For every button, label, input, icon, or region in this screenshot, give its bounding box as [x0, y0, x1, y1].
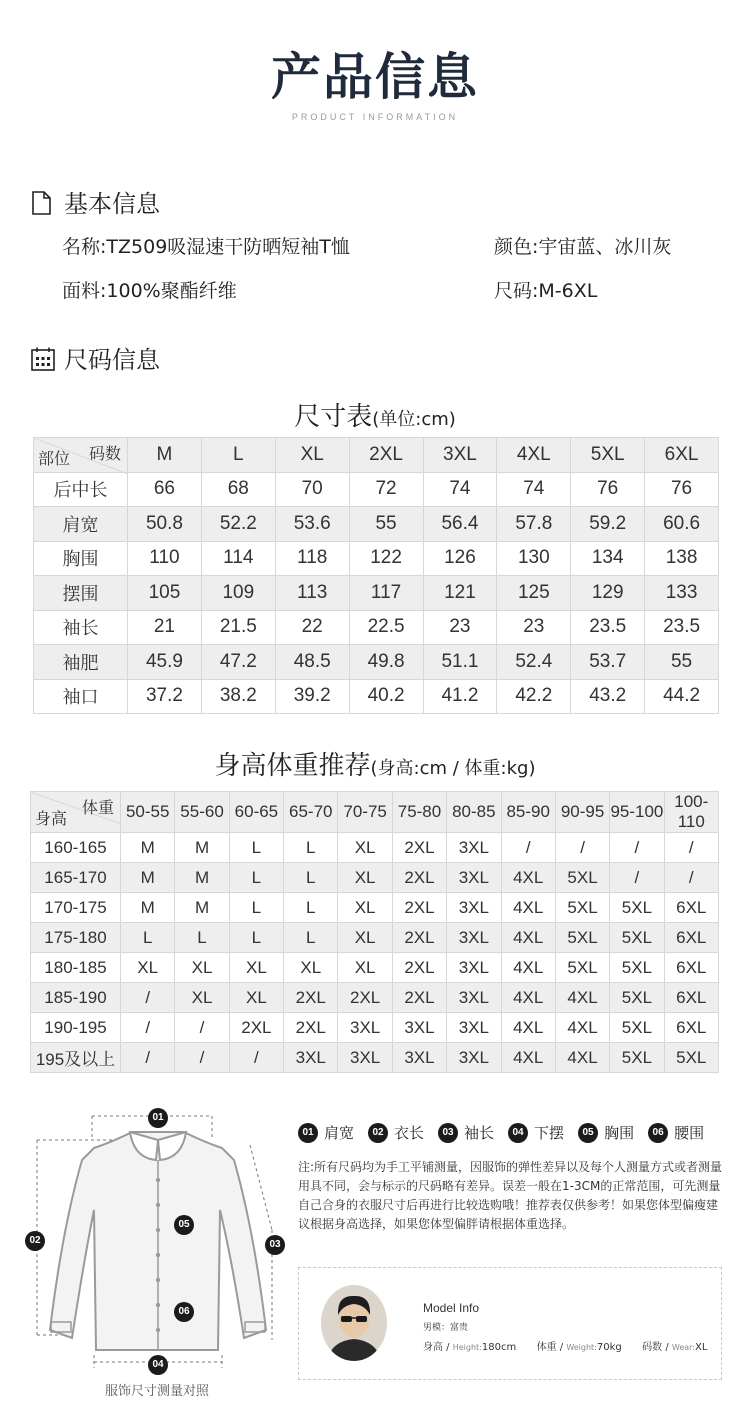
- column-header: 85-90: [501, 792, 555, 833]
- model-avatar: [321, 1285, 387, 1361]
- table-cell: 133: [645, 576, 719, 611]
- legend-badge-05: 05: [578, 1123, 598, 1143]
- model-weight-en: Weight:: [566, 1343, 597, 1352]
- table-cell: 6XL: [664, 923, 718, 953]
- table-cell: 5XL: [610, 923, 664, 953]
- column-header: 55-60: [175, 792, 229, 833]
- legend-badge-06: 06: [648, 1123, 668, 1143]
- table-cell: 45.9: [128, 645, 202, 680]
- basic-info-heading: [30, 184, 160, 219]
- table-cell: M: [121, 863, 175, 893]
- table-cell: XL: [121, 953, 175, 983]
- table-cell: 37.2: [128, 679, 202, 714]
- table-row: [31, 833, 719, 863]
- product-size-range: 尺码:M-6XL: [494, 280, 598, 302]
- table-cell: 39.2: [275, 679, 349, 714]
- row-label: 185-190: [31, 983, 121, 1013]
- table-row: [31, 1013, 719, 1043]
- table-row: [31, 893, 719, 923]
- table-cell: 57.8: [497, 507, 571, 542]
- table-cell: 2XL: [392, 893, 446, 923]
- legend-label: 肩宽: [324, 1124, 355, 1142]
- model-height-value: 180cm: [481, 1342, 517, 1353]
- model-wear-label: 码数 /: [642, 1342, 672, 1353]
- column-header: L: [201, 438, 275, 473]
- table-cell: 6XL: [664, 953, 718, 983]
- table-row: [34, 541, 719, 576]
- model-height-label: 身高 /: [423, 1342, 453, 1353]
- table-cell: 70: [275, 472, 349, 507]
- table-cell: /: [610, 833, 664, 863]
- diagram-caption: 服饰尺寸测量对照: [104, 1384, 209, 1399]
- table-cell: XL: [338, 833, 392, 863]
- table-cell: /: [121, 983, 175, 1013]
- table-cell: 5XL: [610, 1013, 664, 1043]
- table-cell: 4XL: [555, 1013, 609, 1043]
- table-cell: L: [229, 833, 283, 863]
- size-info-title: 尺码信息: [64, 346, 160, 374]
- table-cell: /: [664, 833, 718, 863]
- table-cell: /: [121, 1043, 175, 1073]
- size-table: [33, 437, 719, 714]
- table-cell: L: [284, 863, 338, 893]
- table-cell: XL: [338, 863, 392, 893]
- table-corner-cell: [34, 438, 128, 473]
- row-label: 180-185: [31, 953, 121, 983]
- rec-table-heading: 身高体重推荐: [214, 751, 371, 781]
- column-header: 3XL: [423, 438, 497, 473]
- table-cell: 3XL: [447, 1013, 501, 1043]
- model-wear-value: XL: [694, 1342, 708, 1353]
- table-cell: 6XL: [664, 893, 718, 923]
- table-cell: 5XL: [555, 893, 609, 923]
- table-cell: /: [610, 863, 664, 893]
- table-cell: /: [121, 1013, 175, 1043]
- table-cell: 3XL: [284, 1043, 338, 1073]
- model-stats: [423, 1338, 707, 1353]
- basic-info-title: 基本信息: [64, 190, 160, 218]
- size-table-unit: (单位:cm): [372, 409, 456, 430]
- page-header: [0, 48, 750, 122]
- table-cell: 43.2: [571, 679, 645, 714]
- table-cell: 4XL: [501, 1013, 555, 1043]
- table-cell: M: [121, 893, 175, 923]
- table-cell: 4XL: [501, 923, 555, 953]
- table-cell: 2XL: [284, 1013, 338, 1043]
- row-label: 190-195: [31, 1013, 121, 1043]
- table-cell: 121: [423, 576, 497, 611]
- table-cell: 3XL: [392, 1043, 446, 1073]
- table-cell: 118: [275, 541, 349, 576]
- table-cell: 3XL: [447, 983, 501, 1013]
- row-label: 160-165: [31, 833, 121, 863]
- table-cell: 6XL: [664, 983, 718, 1013]
- table-cell: 3XL: [447, 863, 501, 893]
- table-cell: 4XL: [501, 1043, 555, 1073]
- table-cell: 76: [645, 472, 719, 507]
- table-cell: L: [284, 923, 338, 953]
- legend-badge-01: 01: [298, 1123, 318, 1143]
- table-cell: 53.7: [571, 645, 645, 680]
- table-cell: 4XL: [501, 983, 555, 1013]
- table-cell: 55: [349, 507, 423, 542]
- table-row: [31, 953, 719, 983]
- column-header: 75-80: [392, 792, 446, 833]
- corner-top-label: 体重: [81, 800, 114, 817]
- table-cell: 23: [423, 610, 497, 645]
- table-cell: 55: [645, 645, 719, 680]
- table-cell: 110: [128, 541, 202, 576]
- table-cell: 49.8: [349, 645, 423, 680]
- measurement-note: 注:所有尺码均为手工平铺测量，因服饰的弹性差异以及每个人测量方式或者测量用具不同，会与标示的尺码略有差异。误差一般在1-3CM的正常范围，可先测量自己合身的衣服尺寸后再进行比较选购哦！推荐表仅供参考！如果您体型偏瘦建议根据身高选择，如果您体型偏胖请根据体重选择。: [298, 1160, 723, 1231]
- product-color: 颜色:宇宙蓝、冰川灰: [494, 236, 672, 258]
- table-cell: M: [175, 893, 229, 923]
- table-cell: XL: [175, 953, 229, 983]
- table-cell: 59.2: [571, 507, 645, 542]
- row-label: 195及以上: [31, 1043, 121, 1073]
- table-cell: 53.6: [275, 507, 349, 542]
- table-cell: 47.2: [201, 645, 275, 680]
- table-header-row: [31, 792, 719, 833]
- row-label: 袖长: [34, 610, 128, 645]
- marker-03: 03: [265, 1232, 285, 1255]
- calendar-icon: [30, 346, 54, 370]
- table-cell: L: [175, 923, 229, 953]
- table-cell: 4XL: [555, 1043, 609, 1073]
- legend-label: 下摆: [534, 1124, 565, 1142]
- table-cell: 21: [128, 610, 202, 645]
- marker-05: 05: [174, 1212, 194, 1235]
- table-cell: 41.2: [423, 679, 497, 714]
- model-weight-label: 体重 /: [536, 1342, 567, 1353]
- row-label: 袖肥: [34, 645, 128, 680]
- table-cell: L: [284, 833, 338, 863]
- table-cell: 40.2: [349, 679, 423, 714]
- table-cell: XL: [338, 893, 392, 923]
- model-weight-value: 70kg: [596, 1342, 622, 1353]
- table-cell: 42.2: [497, 679, 571, 714]
- table-cell: M: [175, 833, 229, 863]
- model-name: 男模：富贵: [423, 1323, 469, 1333]
- column-header: 2XL: [349, 438, 423, 473]
- table-cell: 129: [571, 576, 645, 611]
- table-cell: 5XL: [555, 863, 609, 893]
- table-cell: 4XL: [501, 893, 555, 923]
- legend-badge-03: 03: [438, 1123, 458, 1143]
- column-header: 90-95: [555, 792, 609, 833]
- table-cell: 4XL: [501, 953, 555, 983]
- legend-label: 衣长: [394, 1124, 425, 1142]
- table-cell: 2XL: [392, 953, 446, 983]
- table-cell: 66: [128, 472, 202, 507]
- legend-label: 腰围: [674, 1124, 705, 1142]
- product-fabric: 面料:100%聚酯纤维: [62, 280, 237, 302]
- model-info-title: Model Info: [423, 1301, 480, 1315]
- table-cell: 5XL: [610, 893, 664, 923]
- table-cell: 52.4: [497, 645, 571, 680]
- table-cell: 126: [423, 541, 497, 576]
- table-cell: 2XL: [392, 923, 446, 953]
- table-cell: 38.2: [201, 679, 275, 714]
- table-cell: 22.5: [349, 610, 423, 645]
- table-cell: 23.5: [645, 610, 719, 645]
- table-cell: 51.1: [423, 645, 497, 680]
- table-cell: 125: [497, 576, 571, 611]
- table-row: [31, 923, 719, 953]
- recommendation-table: [30, 791, 719, 1073]
- table-cell: 74: [497, 472, 571, 507]
- marker-06: 06: [174, 1299, 194, 1322]
- table-cell: 113: [275, 576, 349, 611]
- legend-label: 胸围: [604, 1124, 635, 1142]
- legend-label: 袖长: [464, 1124, 495, 1142]
- table-row: [34, 645, 719, 680]
- rec-table-title: [0, 745, 750, 782]
- model-info-card: [298, 1267, 722, 1380]
- row-label: 肩宽: [34, 507, 128, 542]
- table-cell: 3XL: [447, 953, 501, 983]
- row-label: 后中长: [34, 472, 128, 507]
- table-cell: 68: [201, 472, 275, 507]
- table-cell: /: [501, 833, 555, 863]
- table-row: [31, 863, 719, 893]
- page-title: 产品信息: [271, 48, 479, 106]
- column-header: 70-75: [338, 792, 392, 833]
- table-cell: L: [284, 893, 338, 923]
- table-row: [34, 472, 719, 507]
- table-row: [31, 983, 719, 1013]
- row-label: 袖口: [34, 679, 128, 714]
- table-cell: 74: [423, 472, 497, 507]
- table-cell: 2XL: [229, 1013, 283, 1043]
- table-cell: 3XL: [392, 1013, 446, 1043]
- marker-01: 01: [148, 1105, 168, 1128]
- table-cell: 5XL: [555, 923, 609, 953]
- column-header: 60-65: [229, 792, 283, 833]
- shirt-diagram: [22, 1100, 292, 1375]
- table-cell: 117: [349, 576, 423, 611]
- measurement-legend: [298, 1122, 712, 1143]
- table-header-row: [34, 438, 719, 473]
- table-cell: L: [229, 893, 283, 923]
- legend-badge-04: 04: [508, 1123, 528, 1143]
- table-cell: 3XL: [338, 1043, 392, 1073]
- column-header: 80-85: [447, 792, 501, 833]
- document-icon: [30, 190, 54, 214]
- row-label: 175-180: [31, 923, 121, 953]
- table-cell: /: [175, 1043, 229, 1073]
- model-wear-en: Wear:: [671, 1343, 695, 1352]
- table-cell: 3XL: [447, 1043, 501, 1073]
- table-cell: 3XL: [447, 923, 501, 953]
- table-row: [31, 1043, 719, 1073]
- table-cell: 50.8: [128, 507, 202, 542]
- column-header: 65-70: [284, 792, 338, 833]
- table-cell: 6XL: [664, 1013, 718, 1043]
- table-cell: 130: [497, 541, 571, 576]
- table-cell: XL: [338, 953, 392, 983]
- table-cell: 21.5: [201, 610, 275, 645]
- size-table-heading: 尺寸表: [294, 402, 373, 432]
- rec-table-unit: (身高:cm / 体重:kg): [370, 758, 536, 779]
- table-cell: 105: [128, 576, 202, 611]
- corner-bottom-label: 部位: [38, 450, 71, 468]
- table-cell: /: [555, 833, 609, 863]
- table-cell: XL: [284, 953, 338, 983]
- table-cell: 138: [645, 541, 719, 576]
- column-header: 4XL: [497, 438, 571, 473]
- table-row: [34, 679, 719, 714]
- table-cell: 114: [201, 541, 275, 576]
- table-cell: 4XL: [555, 983, 609, 1013]
- size-table-title: [0, 396, 750, 433]
- table-cell: 5XL: [610, 983, 664, 1013]
- table-cell: 48.5: [275, 645, 349, 680]
- row-label: 胸围: [34, 541, 128, 576]
- table-cell: 5XL: [555, 953, 609, 983]
- table-cell: L: [121, 923, 175, 953]
- marker-04: 04: [148, 1352, 168, 1375]
- table-cell: 109: [201, 576, 275, 611]
- table-cell: XL: [229, 953, 283, 983]
- table-row: [34, 610, 719, 645]
- table-cell: 4XL: [501, 863, 555, 893]
- table-row: [34, 576, 719, 611]
- table-cell: /: [229, 1043, 283, 1073]
- table-cell: 5XL: [664, 1043, 718, 1073]
- corner-top-label: 码数: [88, 446, 121, 463]
- column-header: XL: [275, 438, 349, 473]
- table-cell: L: [229, 923, 283, 953]
- table-cell: L: [229, 863, 283, 893]
- table-cell: 2XL: [392, 833, 446, 863]
- column-header: 5XL: [571, 438, 645, 473]
- column-header: 50-55: [121, 792, 175, 833]
- corner-bottom-label: 身高: [35, 811, 68, 828]
- table-cell: 3XL: [447, 893, 501, 923]
- table-cell: 76: [571, 472, 645, 507]
- row-label: 165-170: [31, 863, 121, 893]
- table-cell: 134: [571, 541, 645, 576]
- table-cell: XL: [229, 983, 283, 1013]
- row-label: 170-175: [31, 893, 121, 923]
- table-cell: M: [175, 863, 229, 893]
- table-cell: 72: [349, 472, 423, 507]
- table-cell: 22: [275, 610, 349, 645]
- table-cell: 3XL: [447, 833, 501, 863]
- table-cell: 3XL: [338, 1013, 392, 1043]
- row-label: 摆围: [34, 576, 128, 611]
- table-cell: 2XL: [284, 983, 338, 1013]
- marker-02: 02: [25, 1228, 45, 1251]
- model-height-en: Height:: [452, 1343, 482, 1352]
- table-cell: 23.5: [571, 610, 645, 645]
- table-cell: /: [175, 1013, 229, 1043]
- column-header: M: [128, 438, 202, 473]
- table-corner-cell: [31, 792, 121, 833]
- page-subtitle: PRODUCT INFORMATION: [291, 112, 459, 122]
- table-cell: 2XL: [392, 863, 446, 893]
- table-cell: /: [664, 863, 718, 893]
- column-header: 100-110: [664, 792, 718, 833]
- table-cell: M: [121, 833, 175, 863]
- table-cell: 44.2: [645, 679, 719, 714]
- table-cell: XL: [175, 983, 229, 1013]
- table-row: [34, 507, 719, 542]
- legend-badge-02: 02: [368, 1123, 388, 1143]
- table-cell: 23: [497, 610, 571, 645]
- table-cell: XL: [338, 923, 392, 953]
- table-cell: 122: [349, 541, 423, 576]
- size-info-heading: [30, 340, 160, 375]
- table-cell: 5XL: [610, 953, 664, 983]
- product-name: 名称:TZ509吸湿速干防晒短袖T恤: [62, 236, 350, 258]
- column-header: 6XL: [645, 438, 719, 473]
- table-cell: 60.6: [645, 507, 719, 542]
- table-cell: 5XL: [610, 1043, 664, 1073]
- table-cell: 2XL: [392, 983, 446, 1013]
- table-cell: 52.2: [201, 507, 275, 542]
- column-header: 95-100: [610, 792, 664, 833]
- table-cell: 56.4: [423, 507, 497, 542]
- table-cell: 2XL: [338, 983, 392, 1013]
